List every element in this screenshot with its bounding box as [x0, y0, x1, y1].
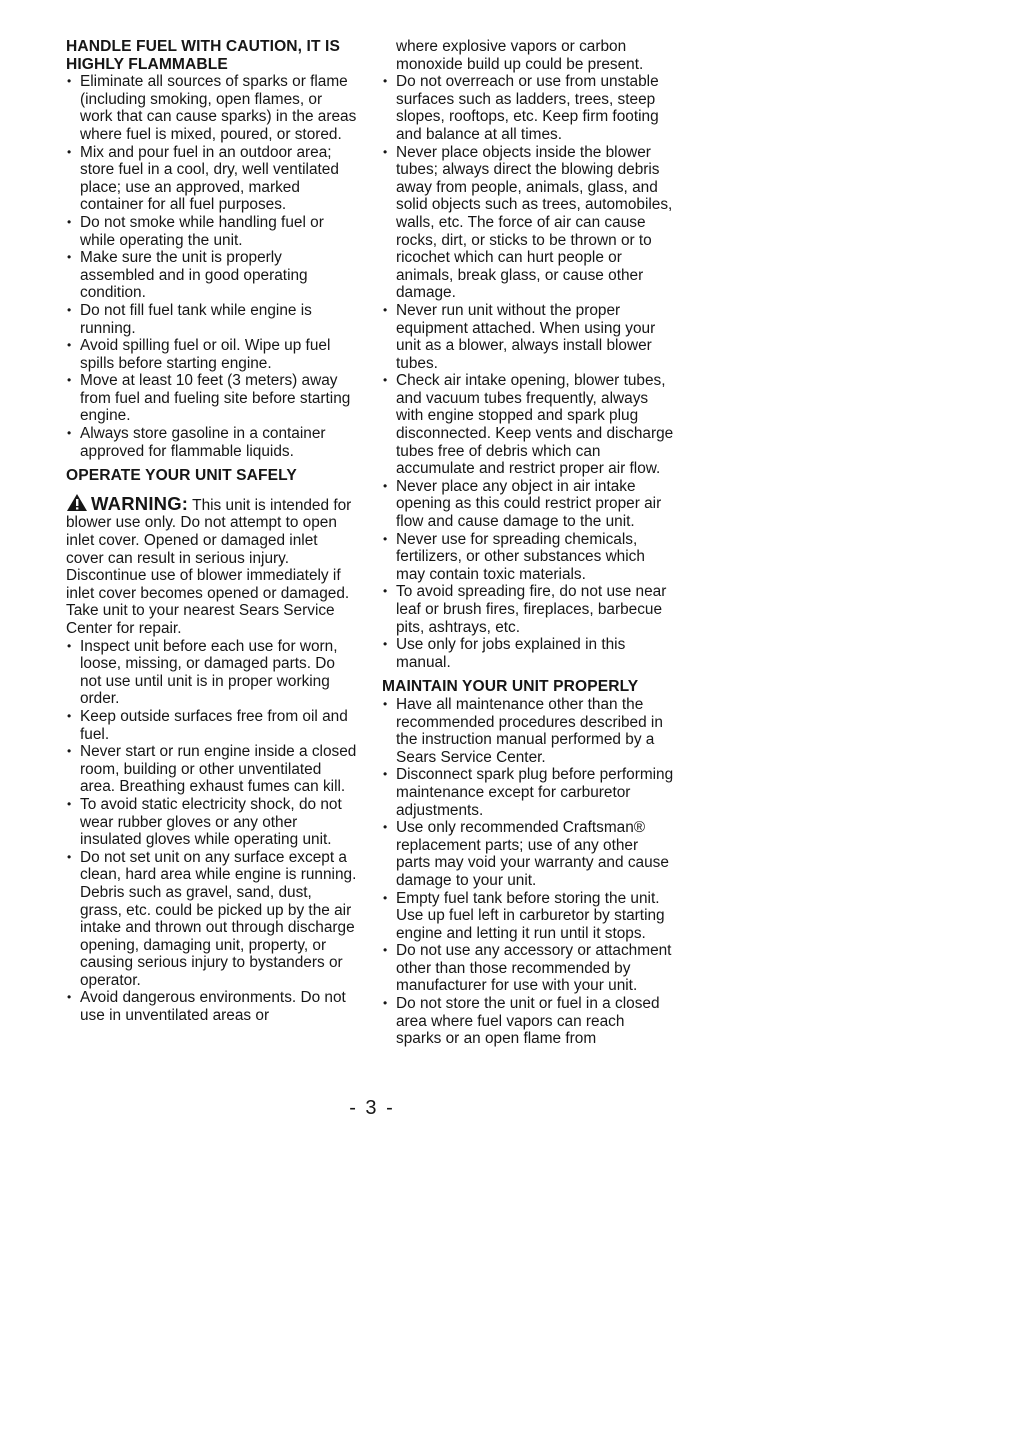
- list-item: • Empty fuel tank before storing the unit. Use up fuel left in carburetor by starting engine and letting it run until it stops.: [382, 890, 674, 943]
- list-item: • Do not smoke while handling fuel or while operating the unit.: [66, 214, 358, 249]
- warning-text: This unit is intended for blower use only. Do not attempt to open inlet cover. Opened or damaged inlet cover can result in serious injury. Discontinue use of blower immediately if inlet cover becomes opened or damaged. Take unit to your nearest Sears Service Center for repair.: [66, 496, 352, 637]
- warning-triangle-icon: [66, 493, 88, 512]
- heading-handle-fuel: HANDLE FUEL WITH CAUTION, IT IS HIGHLY FLAMMABLE: [66, 38, 340, 73]
- left-column: [66, 38, 358, 1025]
- list-item: • To avoid static electricity shock, do not wear rubber gloves or any other insulated gloves while operating unit.: [66, 796, 358, 849]
- list-item: • Check air intake opening, blower tubes, and vacuum tubes frequently, always with engine stopped and spark plug disconnected. Keep vents and discharge tubes free of debris which can accumulate and restrict proper air flow.: [382, 372, 674, 478]
- list-item: • Do not overreach or use from unstable surfaces such as ladders, trees, steep slopes, rooftops, etc. Keep firm footing and balance at all times.: [382, 73, 674, 143]
- list-item: • To avoid spreading fire, do not use near leaf or brush fires, fireplaces, barbecue pits, ashtrays, etc.: [382, 583, 674, 636]
- list-item: • Do not store the unit or fuel in a closed area where fuel vapors can reach sparks or an open flame from: [382, 995, 674, 1048]
- heading-operate-safely: OPERATE YOUR UNIT SAFELY: [66, 467, 297, 485]
- operate-list-continued: [382, 73, 674, 671]
- list-item: • Disconnect spark plug before performing maintenance except for carburetor adjustments.: [382, 766, 674, 819]
- list-item: • Avoid spilling fuel or oil. Wipe up fuel spills before starting engine.: [66, 337, 358, 372]
- operate-list: [66, 638, 358, 1025]
- list-item: • Use only recommended Craftsman® replacement parts; use of any other parts may void your warranty and cause damage to your unit.: [382, 819, 674, 889]
- list-item: • Mix and pour fuel in an outdoor area; store fuel in a cool, dry, well ventilated place; use an approved, marked container for all fuel purposes.: [66, 144, 358, 214]
- list-item: • Keep outside surfaces free from oil and fuel.: [66, 708, 358, 743]
- list-item: • Never start or run engine inside a closed room, building or other unventilated area. Breathing exhaust fumes can kill.: [66, 743, 358, 796]
- heading-maintain-properly: MAINTAIN YOUR UNIT PROPERLY: [382, 678, 639, 696]
- fuel-list: [66, 73, 358, 460]
- list-item: • Use only for jobs explained in this manual.: [382, 636, 674, 671]
- list-item: • Never place any object in air intake opening as this could restrict proper air flow and cause damage to the unit.: [382, 478, 674, 531]
- list-item: • Do not fill fuel tank while engine is running.: [66, 302, 358, 337]
- maintain-list: [382, 696, 674, 1048]
- list-item: • Eliminate all sources of sparks or flame (including smoking, open flames, or work that can cause sparks) in the areas where fuel is mixed, poured, or stored.: [66, 73, 358, 143]
- warning-label: WARNING:: [91, 492, 189, 514]
- list-item: • Do not set unit on any surface except a clean, hard area while engine is running. Debris such as gravel, sand, dust, grass, etc. could be picked up by the air intake and thrown out through discharge opening, damaging unit, property, or causing serious injury to bystanders or operator.: [66, 849, 358, 990]
- list-item: • Always store gasoline in a container approved for flammable liquids.: [66, 425, 358, 460]
- list-item: • Make sure the unit is properly assembled and in good operating condition.: [66, 249, 358, 302]
- list-item: • Never place objects inside the blower tubes; always direct the blowing debris away from people, animals, glass, and solid objects such as trees, automobiles, walls, etc. The force of air can cause rocks, dirt, or sticks to be thrown or to ricochet which can hurt people or animals, break glass, or cause other damage.: [382, 144, 674, 302]
- continued-text: where explosive vapors or carbon monoxide build up could be present.: [396, 38, 644, 73]
- list-item: • Never use for spreading chemicals, fertilizers, or other substances which may contain toxic materials.: [382, 531, 674, 584]
- list-item: • Do not use any accessory or attachment other than those recommended by manufacturer for use with your unit.: [382, 942, 674, 995]
- list-item: • Have all maintenance other than the recommended procedures described in the instruction manual performed by a Sears Service Center.: [382, 696, 674, 766]
- warning-paragraph: [66, 493, 358, 638]
- list-item: • Inspect unit before each use for worn, loose, missing, or damaged parts. Do not use until unit is in proper working order.: [66, 638, 358, 708]
- right-column: [382, 38, 674, 1048]
- list-item: • Move at least 10 feet (3 meters) away from fuel and fueling site before starting engine.: [66, 372, 358, 425]
- page-number: - 3 -: [349, 1097, 395, 1119]
- list-item: • Never run unit without the proper equipment attached. When using your unit as a blower, always install blower tubes.: [382, 302, 674, 372]
- list-item: • Avoid dangerous environments. Do not use in unventilated areas or: [66, 989, 358, 1024]
